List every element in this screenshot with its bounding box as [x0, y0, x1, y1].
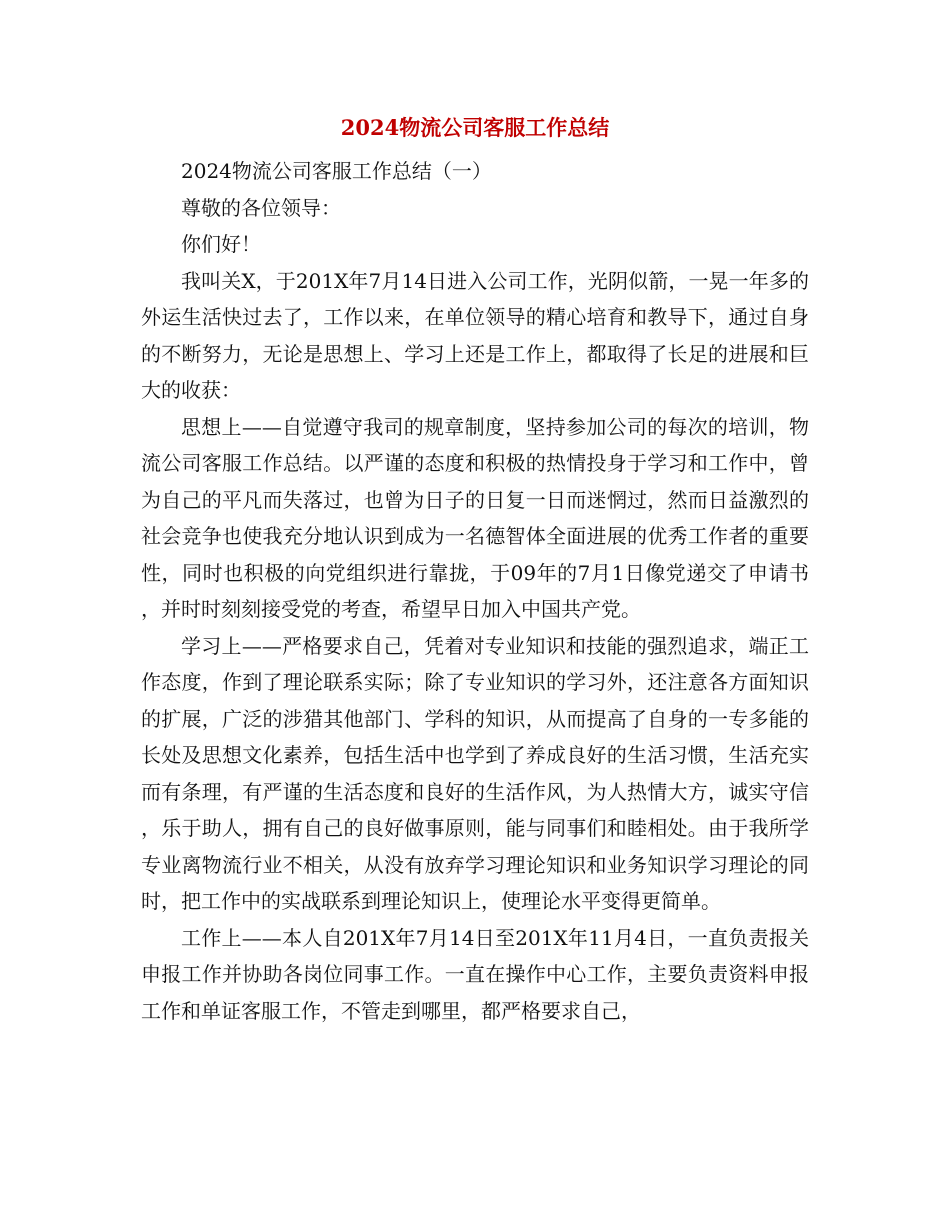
- paragraph-salutation: 尊敬的各位领导：: [181, 195, 341, 220]
- paragraph-greeting: 你们好！: [181, 232, 261, 256]
- paragraph-work: 工作上——本人自201X年7月14日至201X年11月4日，一直负责报关申报工作并协助各岗位同事工作。一直在操作中心工作，主要负责资料申报工作和单证客服工作，不管走到哪里，都严格要求自己，: [141, 925, 809, 1023]
- paragraph-introduction: 我叫关X，于201X年7月14日进入公司工作，光阴似箭，一晃一年多的外运生活快过去了，工作以来，在单位领导的精心培育和教导下，通过自身的不断努力，无论是思想上、学习上还是工作上，都取得了长足的进展和巨大的收获：: [141, 268, 809, 402]
- paragraph-subtitle: 2024物流公司客服工作总结（一）: [181, 159, 492, 183]
- document-body: [141, 153, 809, 1029]
- document-title: 2024物流公司客服工作总结: [340, 115, 610, 140]
- paragraph-ideology: 思想上——自觉遵守我司的规章制度，坚持参加公司的每次的培训，物流公司客服工作总结。以严谨的态度和积极的热情投身于学习和工作中，曾为自己的平凡而失落过，也曾为日子的日复一日而迷惘过，然而日益激烈的社会竞争也使我充分地认识到成为一名德智体全面进展的优秀工作者的重要性，同时也积极的向党组织进行靠拢，于09年的7月1日像党递交了申请书，并时时刻刻接受党的考查，希望早日加入中国共产党。: [141, 414, 809, 621]
- paragraph-study: 学习上——严格要求自己，凭着对专业知识和技能的强烈追求，端正工作态度，作到了理论联系实际；除了专业知识的学习外，还注意各方面知识的扩展，广泛的涉猎其他部门、学科的知识，从而提高了自身的一专多能的长处及思想文化素养，包括生活中也学到了养成良好的生活习惯，生活充实而有条理，有严谨的生活态度和良好的生活作风，为人热情大方，诚实守信，乐于助人，拥有自己的良好做事原则，能与同事们和睦相处。由于我所学专业离物流行业不相关，从没有放弃学习理论知识和业务知识学习理论的同时，把工作中的实战联系到理论知识上，使理论水平变得更简单。: [141, 633, 809, 913]
